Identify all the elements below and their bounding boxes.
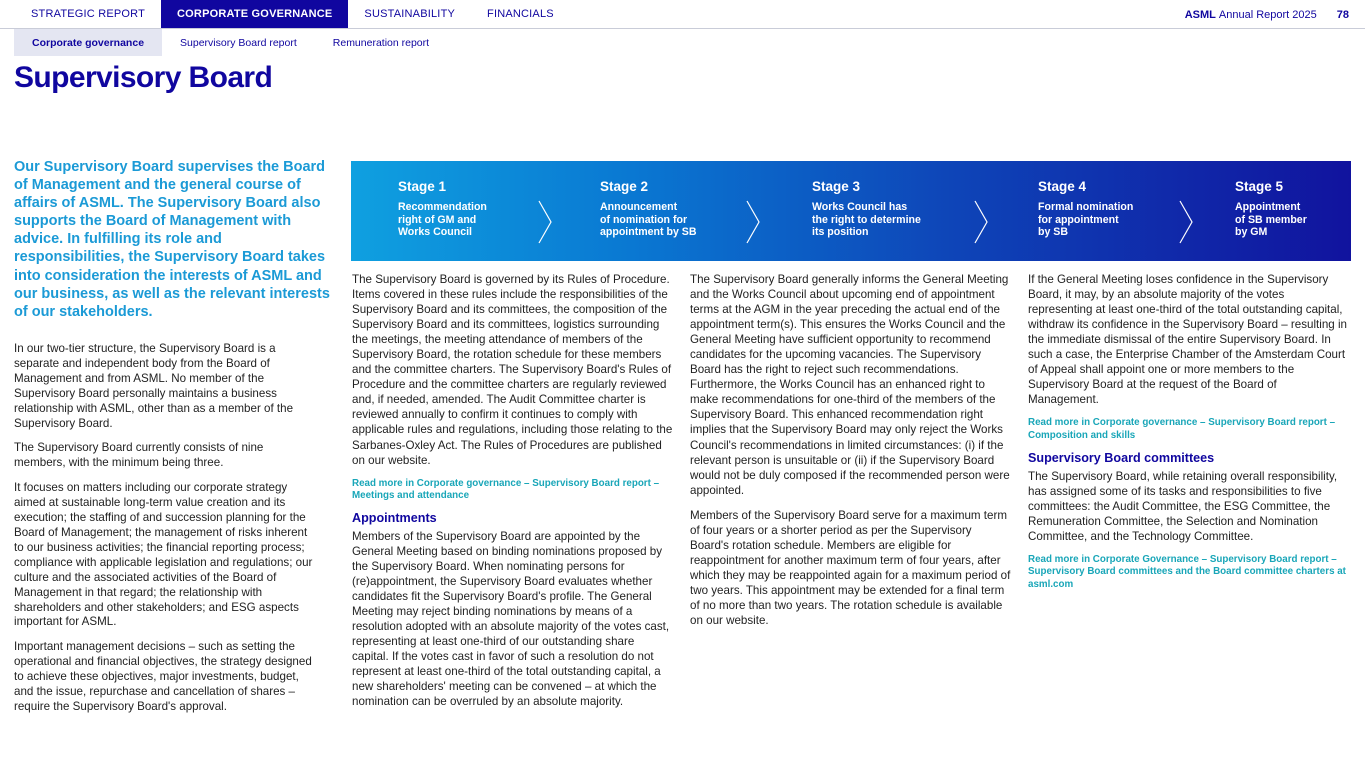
stage-2-title: Stage 2 bbox=[600, 179, 649, 194]
chevron-right-icon bbox=[745, 199, 761, 245]
sub-navigation bbox=[14, 29, 447, 56]
committees-paragraph: The Supervisory Board, while retaining overall responsibility, has assigned some of its tasks and responsibilities to five committees: the Audit Committee, the ESG Committee, the Remuneration Committee, the Selection and Nomination Committee, and the Technology Committee. bbox=[1028, 469, 1338, 543]
read-more-link-composition[interactable]: Read more in Corporate governance – Supervisory Board report – Composition and skills bbox=[1028, 417, 1336, 442]
term-paragraph: Members of the Supervisory Board serve for a maximum term of four years or a shorter period as per the Supervisory Board's rotation schedule. Members are eligible for reappointment for another maximum term of four years, after which they may be reappointed again for a maximum period of two years. This appointment may be extended for a final term of no more than two years. The rotation schedule is available on our website. bbox=[690, 508, 1011, 628]
appointments-heading: Appointments bbox=[352, 510, 437, 525]
brand-name: ASML bbox=[1184, 8, 1216, 21]
stage-4-title: Stage 4 bbox=[1038, 179, 1087, 194]
tab-corporate-governance[interactable]: CORPORATE GOVERNANCE bbox=[161, 0, 348, 28]
stage-3 bbox=[812, 179, 921, 239]
lead-paragraph: Our Supervisory Board supervises the Board of Management and the general course of affairs of ASML. The Supervisory Board also supports the Board of Management with advice. In fulfilling its role and responsibilities, the Supervisory Board takes into consideration the interests of ASML and our business, as well as the relevant interests of our stakeholders. bbox=[14, 159, 330, 320]
left-column bbox=[14, 342, 314, 725]
tab-financials[interactable]: FINANCIALS bbox=[487, 8, 554, 20]
tab-strategic-report[interactable]: STRATEGIC REPORT bbox=[31, 8, 146, 20]
left-paragraph-4: Important management decisions – such as setting the operational and financial objectives, the strategy designed to achieve these objectives, major investments, budget, and the issue, repurchase and cancellation of shares – require the Supervisory Board's approval. bbox=[14, 640, 312, 713]
page-number: 78 bbox=[1336, 8, 1349, 21]
recommendation-paragraph: The Supervisory Board generally informs the General Meeting and the Works Council about upcoming end of appointment terms at the AGM in the year preceding the actual end of the appointment term(s). This ensures the Works Council and the General Meeting have sufficient opportunity to recommend candidates for the upcoming vacancies. The Supervisory Board has the right to reject such recommendations. Furthermore, the Works Council has an enhanced right to make recommendations for one-third of the members of the Supervisory Board. This enhanced recommendation right implies that the Supervisory Board may only reject the Works Council's recommendations in limited circumstances: (i) if the relevant person is unsuitable or (ii) if the Supervisory Board would not be duly composed if the recommended person were appointed. bbox=[690, 273, 1010, 497]
left-paragraph-1: In our two-tier structure, the Supervisory Board is a separate and independent body from the Board of Management and from ASML. No member of the Supervisory Board personally maintains a business relationship with ASML, other than as a member of the Supervisory Board. bbox=[14, 342, 294, 430]
chevron-right-icon bbox=[973, 199, 989, 245]
confidence-paragraph: If the General Meeting loses confidence in the Supervisory Board, it may, by an absolute majority of the votes representing at least one-third of the total outstanding capital, withdraw its confidence in the Supervisory Board – resulting in the immediate dismissal of the entire Supervisory Board. In such a case, the Enterprise Chamber of the Amsterdam Court of Appeal shall appoint one or more members to the Supervisory Board at the request of the Board of Management. bbox=[1028, 273, 1347, 407]
stage-1-title: Stage 1 bbox=[398, 179, 447, 194]
tab-sustainability[interactable]: SUSTAINABILITY bbox=[364, 8, 456, 20]
stage-2 bbox=[600, 179, 697, 239]
page-title: Supervisory Board bbox=[14, 61, 273, 94]
committees-heading: Supervisory Board committees bbox=[1028, 450, 1215, 465]
stage-4 bbox=[1038, 179, 1133, 239]
stage-5-text: Appointment of SB member by GM bbox=[1235, 201, 1307, 239]
chevron-right-icon bbox=[1178, 199, 1194, 245]
appointment-stages-banner bbox=[351, 161, 1351, 261]
stage-3-text: Works Council has the right to determine its position bbox=[812, 201, 921, 239]
body-column-1 bbox=[352, 272, 674, 719]
subtab-supervisory-board-report[interactable]: Supervisory Board report bbox=[180, 36, 297, 49]
read-more-link-committees[interactable]: Read more in Corporate Governance – Supervisory Board report – Supervisory Board committees and the Board committee charters at asml.com bbox=[1028, 553, 1346, 591]
stage-3-title: Stage 3 bbox=[812, 179, 861, 194]
stage-2-text: Announcement of nomination for appointment by SB bbox=[600, 201, 697, 239]
subtab-corporate-governance[interactable]: Corporate governance bbox=[14, 29, 162, 56]
left-paragraph-3: It focuses on matters including our corporate strategy aimed at sustainable long-term value creation and its execution; the staffing of and succession planning for the Board of Management; the management of risks inherent to our business activities; the financial reporting process; compliance with applicable legislation and regulations; our culture and the associated activities of the Board of Management in that regard; the relationship with shareholders and other stakeholders; and ESG aspects important for ASML. bbox=[14, 481, 313, 629]
stage-1 bbox=[398, 179, 487, 239]
rules-of-procedure-paragraph: The Supervisory Board is governed by its Rules of Procedure. Items covered in these rules include the responsibilities of the Supervisory Board and its committees, the composition of the Supervisory Board and its committees, logistics surrounding the meetings, the meeting attendance of members of the Supervisory Board, the rotation schedule for these members and the committee charters. The Supervisory Board's Rules of Procedure and the committee charters are regularly reviewed and, if needed, amended. The Audit Committee charter is reviewed annually to confirm it continues to comply with applicable rules and regulations, including those relating to the Sarbanes-Oxley Act. The Rules of Procedures are published on our website. bbox=[352, 273, 673, 467]
left-paragraph-2: The Supervisory Board currently consists of nine members, with the minimum being three. bbox=[14, 441, 264, 470]
read-more-link-meetings[interactable]: Read more in Corporate governance – Supervisory Board report – Meetings and attendance bbox=[352, 477, 660, 502]
stage-5-title: Stage 5 bbox=[1235, 179, 1284, 194]
report-brand bbox=[1185, 0, 1349, 29]
appointments-paragraph: Members of the Supervisory Board are appointed by the General Meeting based on binding nominations proposed by the Supervisory Board. When nominating persons for (re)appointment, the Supervisory Board evaluates whether candidates fit the Supervisory Board's profile. The General Meeting may reject binding nominations by means of a resolution adopted with an absolute majority of the votes cast, representing at least one-third of our outstanding share capital. If the votes cast in favor of such a resolution do not represent at least one-third of the total outstanding capital, a new shareholders' meeting can be convened – at which the nomination can be overruled by an absolute majority. bbox=[352, 529, 670, 709]
stage-1-text: Recommendation right of GM and Works Council bbox=[398, 201, 487, 239]
stage-5 bbox=[1235, 179, 1307, 239]
stage-4-text: Formal nomination for appointment by SB bbox=[1038, 201, 1134, 239]
body-column-2 bbox=[690, 272, 1012, 638]
top-navigation bbox=[0, 0, 1365, 29]
report-name: Annual Report 2025 bbox=[1218, 8, 1317, 21]
subtab-remuneration-report[interactable]: Remuneration report bbox=[332, 36, 430, 49]
body-column-3 bbox=[1028, 272, 1350, 600]
chevron-right-icon bbox=[537, 199, 553, 245]
